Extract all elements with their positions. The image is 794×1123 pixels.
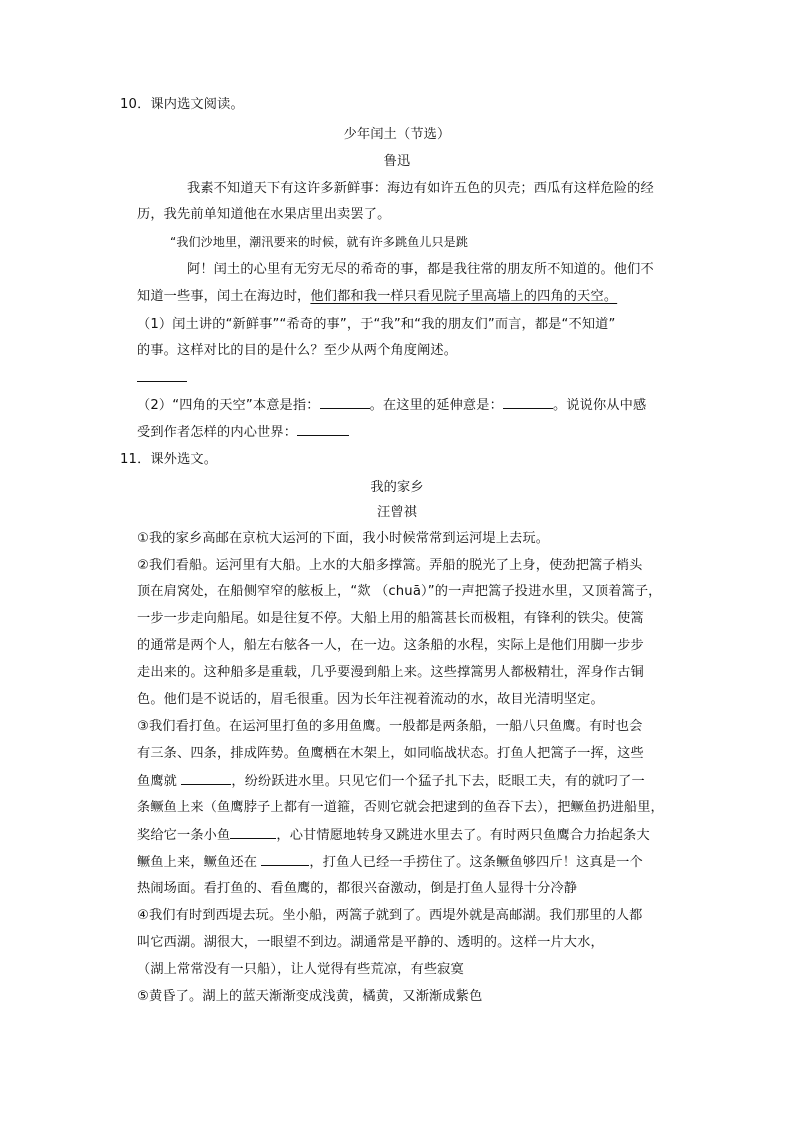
q11-p3-line6-text-a: 鳜鱼上来，鳜鱼还在 <box>137 855 262 870</box>
q11-author: 汪曾祺 <box>376 505 417 520</box>
q10-sub2-text-b: 。在这里的延伸意是： <box>369 398 503 413</box>
q10-heading: 10．课内选文阅读。 <box>120 97 244 112</box>
q10-p2: “我们沙地里，潮汛要来的时候，就有许多跳鱼儿只是跳 <box>170 235 468 249</box>
q11-p3-line5-text-b: ，心甘情愿地转身又跳进水里去了。有时两只鱼鹰合力抬起条大 <box>276 828 650 843</box>
q10-underlined-sentence: 他们都和我一样只看见院子里高墙上的四角的天空。 <box>310 289 618 304</box>
q11-p5: ⑤黄昏了。湖上的蓝天渐渐变成浅黄，橘黄，又渐渐成紫色 <box>137 989 483 1004</box>
q11-p3-line2: 有三条、四条，排成阵势。鱼鹰栖在木架上，如同临战状态。打鱼人把篙子一挥，这些 <box>137 746 644 761</box>
q11-p3-line1: ③我们看打鱼。在运河里打鱼的多用鱼鹰。一般都是两条船，一船八只鱼鹰。有时也会 <box>137 719 643 734</box>
q11-p2-line2: 顶在肩窝处，在船侧窄窄的舷板上，“欻 （chuā）”的一声把篙子投进水里，又顶着篙子， <box>137 584 662 599</box>
q10-sub2-text-a: （2）“四角的天空”本意是指： <box>137 398 320 413</box>
q11-p2-line3: 一步一步走向船尾。如是往复不停。大船上用的船篙甚长而极粗，有锋利的铁尖。使篙 <box>137 611 644 626</box>
q10-sub2-blank-3[interactable] <box>297 423 349 436</box>
q10-p1-line1: 我素不知道天下有这许多新鲜事：海边有如许五色的贝壳；西瓜有这样危险的经 <box>187 181 654 196</box>
q11-p3-line6 <box>137 853 643 872</box>
q11-p2-line5: 走出来的。这种船多是重载，几乎要漫到船上来。这些撑篙男人都极精壮，浑身作古铜 <box>137 665 644 680</box>
q11-p3-line5-text-a: 奖给它一条小鱼 <box>137 828 231 843</box>
q10-p3-line2-text: 知道一些事，闰土在海边时， <box>137 289 311 304</box>
q11-p4-line1: ④我们有时到西堤去玩。坐小船，两篙子就到了。西堤外就是高邮湖。我们那里的人都 <box>137 908 643 923</box>
q10-sub1-answer-blank[interactable] <box>137 381 187 382</box>
q11-blank-1[interactable] <box>181 772 231 785</box>
q11-p4-line3: （湖上常常没有一只船），让人觉得有些荒凉，有些寂寞 <box>137 962 464 977</box>
q11-p4-line2: 叫它西湖。湖很大，一眼望不到边。湖通常是平静的、透明的。这样一片大水， <box>137 935 604 950</box>
q11-p3-line4: 条鳜鱼上来（鱼鹰脖子上都有一道箍，否则它就会把逮到的鱼吞下去），把鳜鱼扔进船里， <box>137 800 664 815</box>
q10-title: 少年闰土（节选） <box>343 127 451 142</box>
q10-author: 鲁迅 <box>383 154 411 169</box>
q11-p1: ①我的家乡高邮在京杭大运河的下面，我小时候常常到运河堤上去玩。 <box>137 531 550 546</box>
q11-p2-line1: ②我们看船。运河里有大船。上水的大船多撑篙。弄船的脱光了上身，使劲把篙子梢头 <box>137 558 643 573</box>
q10-sub2-line1 <box>137 396 646 415</box>
q10-sub1-line2: 的事。这样对比的目的是什么？至少从两个角度阐述。 <box>137 343 458 358</box>
q10-sub2-line2 <box>137 423 349 442</box>
q10-sub2-text-c: 。说说你从中感 <box>552 398 647 413</box>
q11-heading: 11．课外选文。 <box>120 452 218 467</box>
q11-p2-line6: 色。他们是不说话的，眉毛很重。因为长年注视着流动的水，故目光清明坚定。 <box>137 692 604 707</box>
q10-p1-line2: 历，我先前单知道他在水果店里出卖罢了。 <box>137 207 391 222</box>
q11-p3-line3-text-a: 鱼鹰就 <box>137 774 182 789</box>
q11-p3-line6-text-b: ，打鱼人已经一手捞住了。这条鳜鱼够四斤！这真是一个 <box>309 855 643 870</box>
q11-blank-3[interactable] <box>261 853 309 866</box>
q10-sub1-line1: （1）闰土讲的“新鲜事”“希奇的事”，于“我”和“我的朋友们”而言，都是“不知道” <box>137 317 616 332</box>
q11-p3-line3 <box>137 772 645 791</box>
q11-p2-line4: 的通常是两个人，船左右舷各一人，在一边。这条船的水程，实际上是他们用脚一步步 <box>137 638 644 653</box>
q10-p3-line2 <box>137 288 617 306</box>
q10-p3-line1: 阿！闰土的心里有无穷无尽的希奇的事，都是我往常的朋友所不知道的。他们不 <box>187 262 654 277</box>
q11-p3-line7: 热闹场面。看打鱼的、看鱼鹰的，都很兴奋激动，倒是打鱼人显得十分冷静 <box>137 881 578 896</box>
q11-blank-2[interactable] <box>230 826 276 839</box>
q11-p3-line5 <box>137 826 650 845</box>
q10-sub2-blank-2[interactable] <box>503 396 553 409</box>
q11-title: 我的家乡 <box>370 480 424 495</box>
q11-p3-line3-text-b: ，纷纷跃进水里。只见它们一个猛子扎下去，眨眼工夫，有的就叼了一 <box>231 774 645 789</box>
q10-sub2-line2-text: 受到作者怎样的内心世界： <box>137 425 298 440</box>
q10-sub2-blank-1[interactable] <box>320 396 370 409</box>
